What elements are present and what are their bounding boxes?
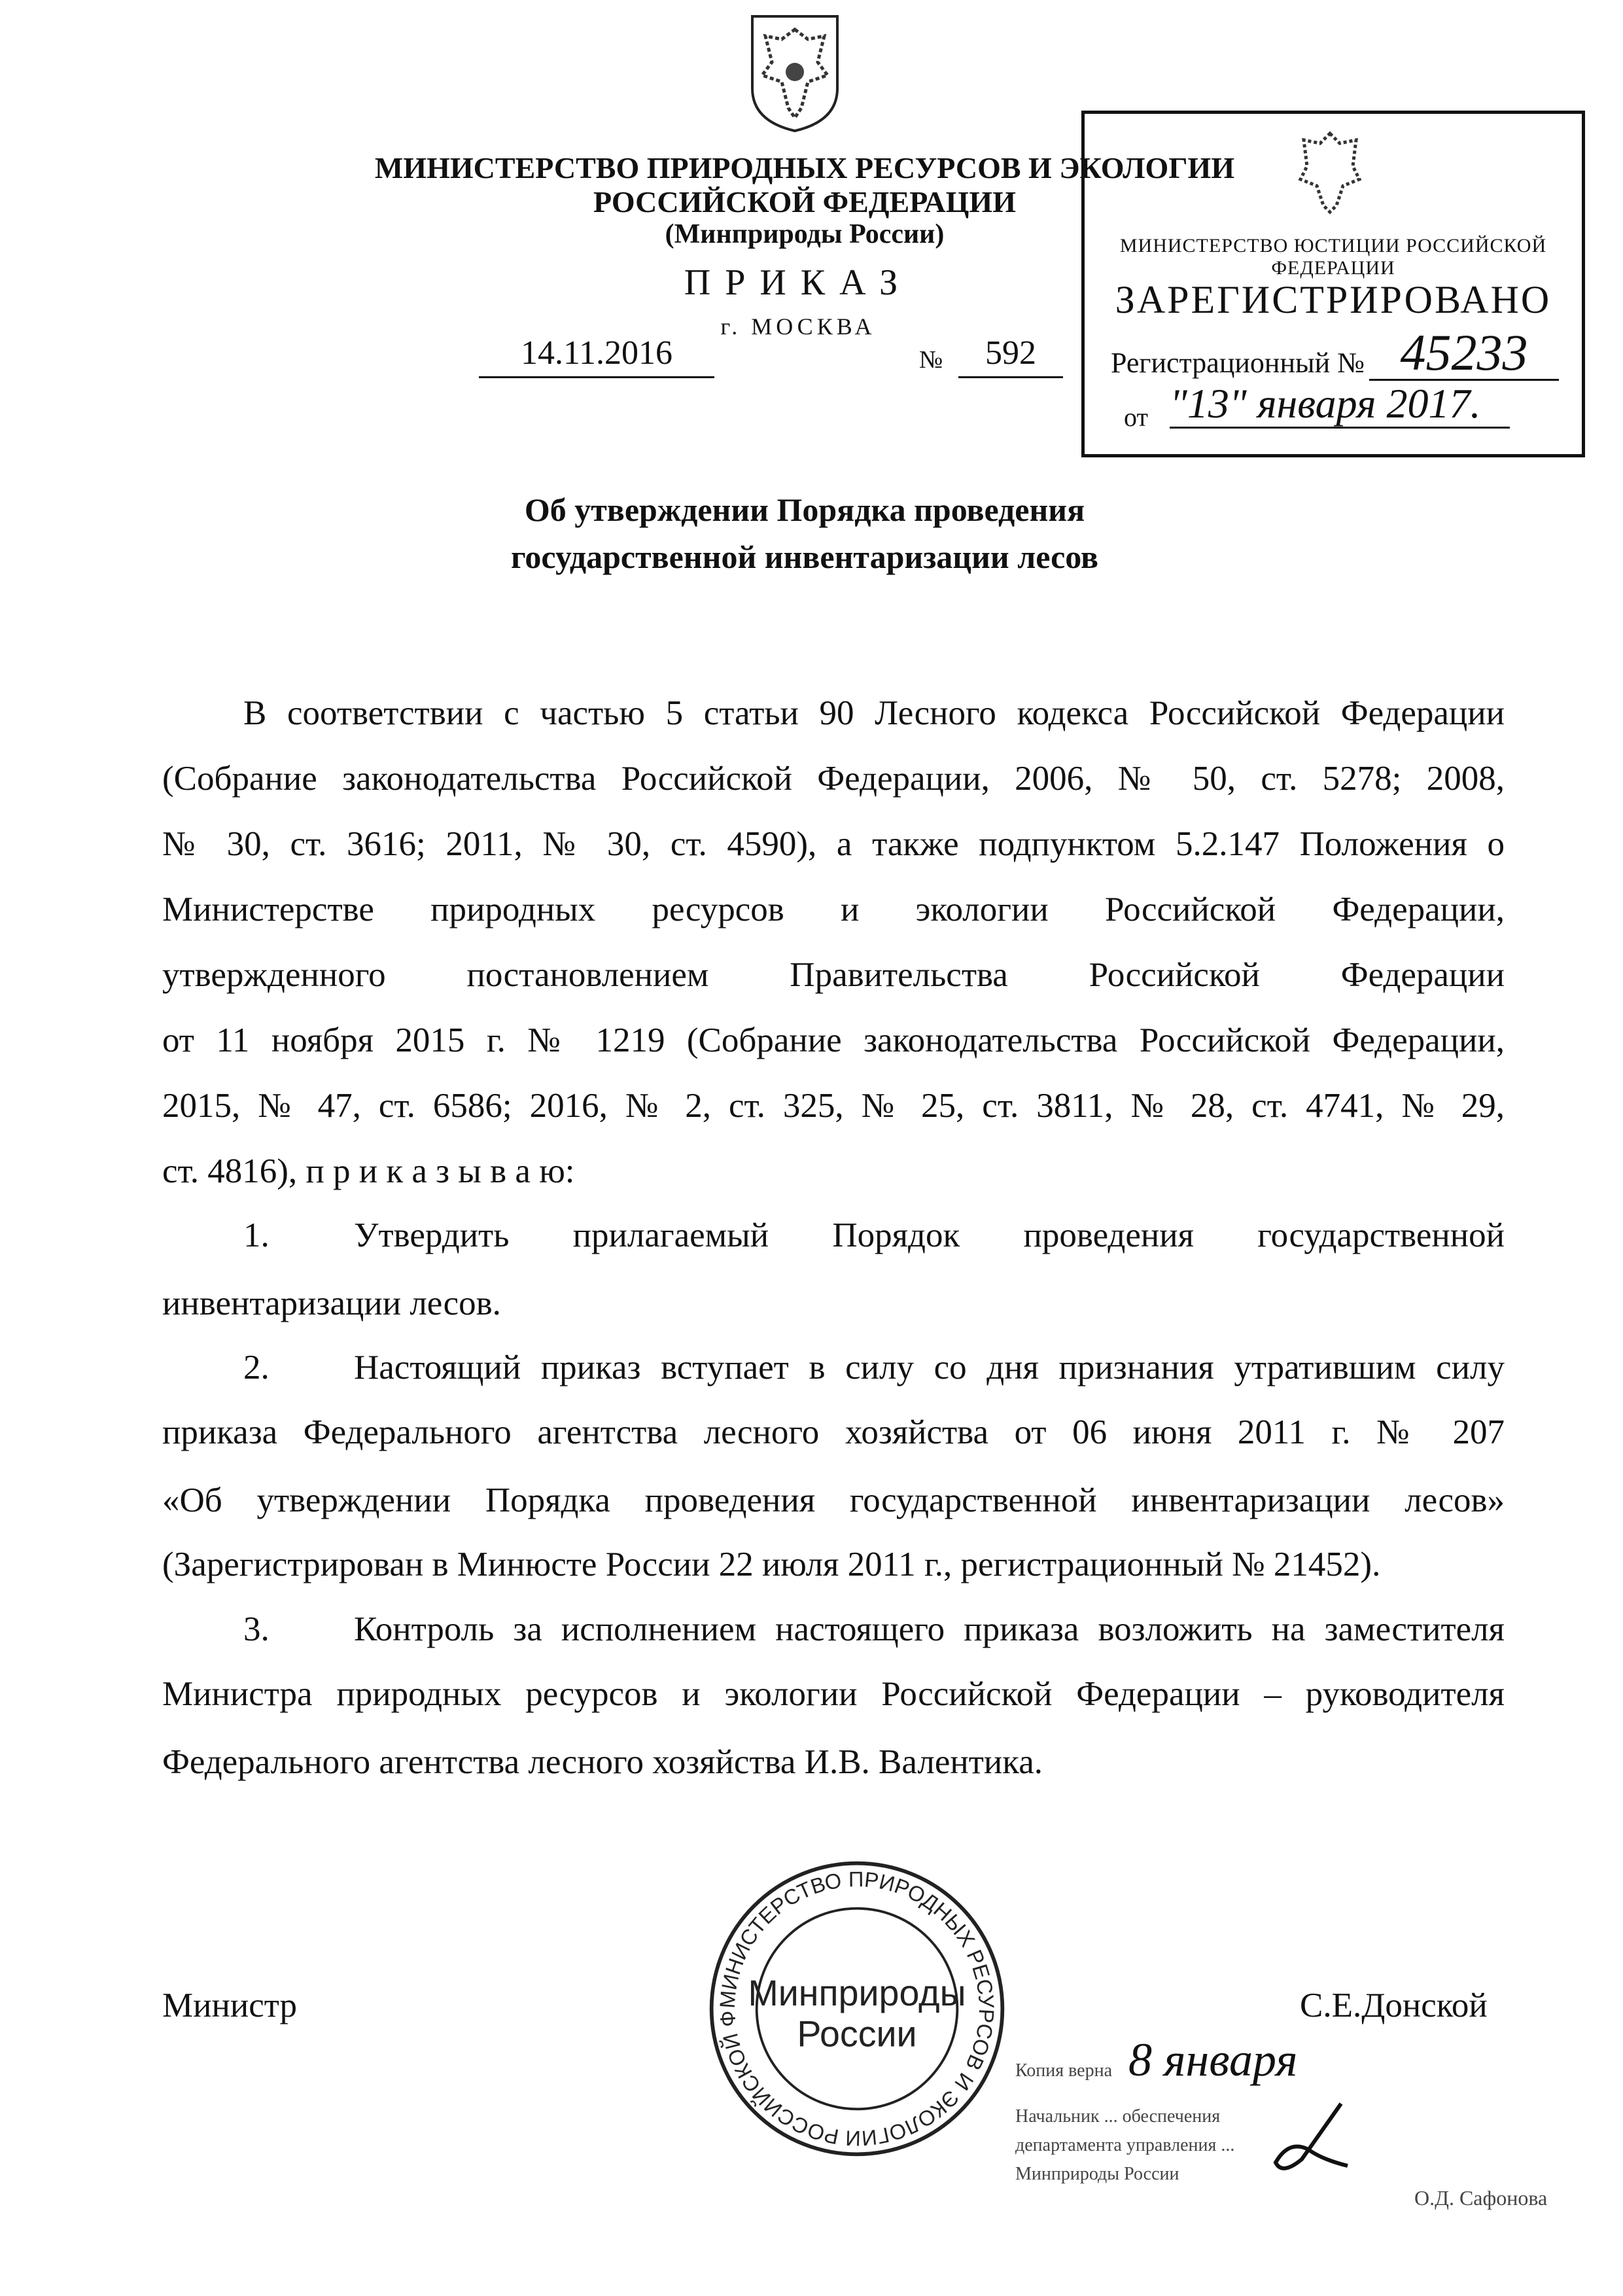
item-number: 3. — [243, 1610, 270, 1648]
item-line: (Зарегистрирован в Минюсте России 22 июля 2011 г., регистрационный № 21452). — [162, 1545, 1381, 1583]
stamp-date-label: от — [1124, 402, 1148, 432]
seal-ring-text: МИНИСТЕРСТВО ПРИРОДНЫХ РЕСУРСОВ И ЭКОЛОГИИ РОССИЙСКОЙ Ф — [715, 1867, 999, 2151]
stamp-reg-number: 45233 — [1369, 327, 1559, 381]
preamble-line: 2015, № 47, ст. 6586; 2016, № 2, ст. 325, № 25, ст. 3811, № 28, ст. 4741, № 29, — [162, 1087, 1505, 1125]
item-line: инвентаризации лесов. — [162, 1284, 501, 1322]
stamp-reg-label: Регистрационный № — [1111, 347, 1365, 379]
coat-of-arms-emblem — [746, 10, 844, 134]
preamble-line: (Собрание законодательства Российской Федерации, 2006, № 50, ст. 5278; 2008, — [162, 760, 1505, 798]
document-date: 14.11.2016 — [479, 334, 714, 378]
order-title-line1: Об утверждении Порядка проведения — [524, 491, 1085, 528]
ministry-short-name: (Минприроды России) — [665, 219, 945, 249]
signatory-position: Министр — [162, 1987, 298, 2024]
item-line: Настоящий приказ вступает в силу со дня признания утратившим силу — [354, 1349, 1505, 1386]
copy-handwritten-date: 8 января — [1128, 2034, 1298, 2086]
preamble-line: Министерстве природных ресурсов и экологии Российской Федерации, — [162, 891, 1505, 928]
item-line: Федерального агентства лесного хозяйства И.В. Валентика. — [162, 1743, 1043, 1781]
item-line: Министра природных ресурсов и экологии Российской Федерации – руководителя — [162, 1675, 1505, 1713]
number-label: № — [919, 346, 943, 374]
document-type: ПРИКАЗ — [684, 262, 913, 303]
preamble-line: утвержденного постановлением Правительства Российской Федерации — [162, 956, 1505, 994]
item-line: «Об утверждении Порядка проведения государственной инвентаризации лесов» — [162, 1481, 1505, 1519]
item-number: 2. — [243, 1349, 270, 1386]
certifier-title-line2: департамента управления ... — [1015, 2135, 1235, 2155]
ministry-name-line2: РОССИЙСКОЙ ФЕДЕРАЦИИ — [593, 185, 1016, 219]
item-number: 1. — [243, 1216, 270, 1254]
document-city: г. МОСКВА — [720, 313, 876, 340]
signatory-name: С.Е.Донской — [1300, 1987, 1488, 2024]
seal-center-line2: России — [797, 2013, 917, 2055]
certifier-name: О.Д. Сафонова — [1414, 2186, 1548, 2210]
certifier-title-line3: Минприроды России — [1015, 2164, 1179, 2184]
official-seal — [707, 1858, 1007, 2159]
item-line: Утвердить прилагаемый Порядок проведения государственной — [354, 1216, 1505, 1254]
stamp-date: "13" января 2017. — [1170, 381, 1510, 429]
preamble-line: № 30, ст. 3616; 2011, № 30, ст. 4590), а также подпунктом 5.2.147 Положения о — [162, 825, 1505, 863]
document-number: 592 — [958, 334, 1063, 378]
order-title-line2: государственной инвентаризации лесов — [510, 539, 1099, 575]
preamble-line: от 11 ноября 2015 г. № 1219 (Собрание законодательства Российской Федерации, — [162, 1021, 1505, 1059]
seal-center-line1: Минприроды — [748, 1973, 966, 2014]
stamp-emblem-icon — [1294, 130, 1366, 219]
stamp-agency: МИНИСТЕРСТВО ЮСТИЦИИ РОССИЙСКОЙ ФЕДЕРАЦИИ — [1119, 235, 1547, 279]
item-line: Контроль за исполнением настоящего приказа возложить на заместителя — [354, 1610, 1505, 1648]
preamble-line: ст. 4816), п р и к а з ы в а ю: — [162, 1152, 575, 1190]
registration-stamp — [1081, 111, 1585, 457]
preamble-line: В соответствии с частью 5 статьи 90 Лесного кодекса Российской Федерации — [243, 694, 1505, 732]
ministry-name-line1: МИНИСТЕРСТВО ПРИРОДНЫХ РЕСУРСОВ И ЭКОЛОГИИ — [374, 151, 1235, 185]
stamp-status: ЗАРЕГИСТРИРОВАНО — [1115, 278, 1552, 321]
certifier-signature — [1263, 2100, 1354, 2182]
copy-certified-label: Копия верна — [1015, 2060, 1113, 2081]
certifier-title-line1: Начальник ... обеспечения — [1015, 2106, 1221, 2127]
item-line: приказа Федерального агентства лесного хозяйства от 06 июня 2011 г. № 207 — [162, 1413, 1505, 1451]
